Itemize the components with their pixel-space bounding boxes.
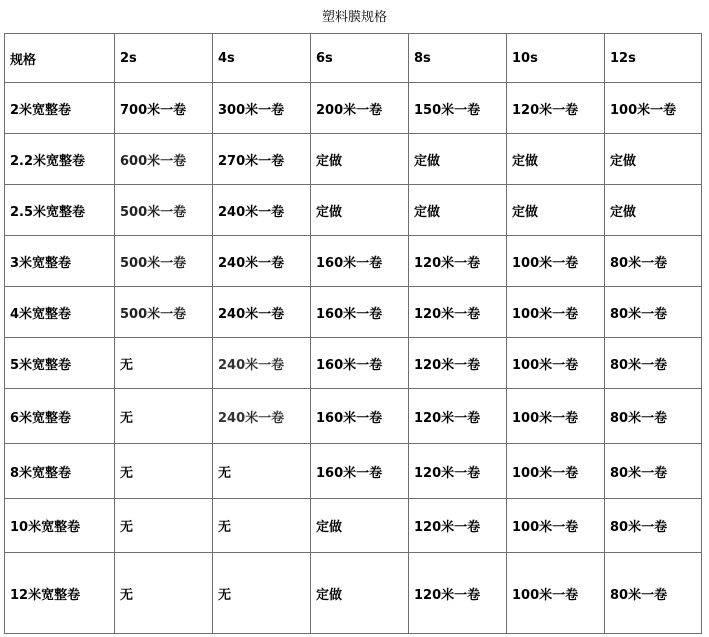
table-row xyxy=(5,83,702,134)
table-cell: 定做 xyxy=(605,185,702,236)
table-row xyxy=(5,389,702,444)
table-cell: 无 xyxy=(115,553,213,634)
table-cell: 定做 xyxy=(409,134,507,185)
table-cell: 600米一卷 xyxy=(115,134,213,185)
table-cell: 500米一卷 xyxy=(115,185,213,236)
table-cell: 80米一卷 xyxy=(605,236,702,287)
table-cell: 定做 xyxy=(605,134,702,185)
spec-table xyxy=(4,33,702,634)
row-label-cell: 2米宽整卷 xyxy=(5,83,115,134)
table-row xyxy=(5,287,702,338)
table-cell: 240米一卷 xyxy=(213,338,311,389)
table-cell: 无 xyxy=(115,444,213,499)
table-cell: 无 xyxy=(213,444,311,499)
table-cell: 200米一卷 xyxy=(311,83,409,134)
table-cell: 无 xyxy=(213,499,311,553)
table-row xyxy=(5,134,702,185)
row-label-cell: 4米宽整卷 xyxy=(5,287,115,338)
table-cell: 270米一卷 xyxy=(213,134,311,185)
table-cell: 160米一卷 xyxy=(311,389,409,444)
table-cell: 定做 xyxy=(311,553,409,634)
table-row xyxy=(5,185,702,236)
row-label-cell: 2.2米宽整卷 xyxy=(5,134,115,185)
table-cell: 120米一卷 xyxy=(409,499,507,553)
table-cell: 无 xyxy=(115,389,213,444)
table-cell: 定做 xyxy=(311,134,409,185)
table-row xyxy=(5,236,702,287)
table-cell: 100米一卷 xyxy=(507,553,605,634)
table-cell: 160米一卷 xyxy=(311,444,409,499)
table-cell: 定做 xyxy=(507,134,605,185)
header-cell-12s: 12s xyxy=(605,34,702,83)
table-cell: 无 xyxy=(115,338,213,389)
table-cell: 100米一卷 xyxy=(507,444,605,499)
row-label-cell: 5米宽整卷 xyxy=(5,338,115,389)
table-cell: 定做 xyxy=(311,185,409,236)
header-cell-2s: 2s xyxy=(115,34,213,83)
table-cell: 定做 xyxy=(311,499,409,553)
row-label-cell: 10米宽整卷 xyxy=(5,499,115,553)
table-cell: 80米一卷 xyxy=(605,444,702,499)
table-cell: 160米一卷 xyxy=(311,287,409,338)
table-cell: 100米一卷 xyxy=(605,83,702,134)
table-row xyxy=(5,499,702,553)
table-cell: 80米一卷 xyxy=(605,553,702,634)
table-cell: 100米一卷 xyxy=(507,338,605,389)
header-cell-10s: 10s xyxy=(507,34,605,83)
table-cell: 无 xyxy=(115,499,213,553)
header-row xyxy=(5,34,702,83)
table-cell: 160米一卷 xyxy=(311,338,409,389)
table-cell: 240米一卷 xyxy=(213,185,311,236)
table-cell: 150米一卷 xyxy=(409,83,507,134)
row-label-cell: 8米宽整卷 xyxy=(5,444,115,499)
table-cell: 100米一卷 xyxy=(507,287,605,338)
table-cell: 120米一卷 xyxy=(409,287,507,338)
table-title: 塑料膜规格 xyxy=(321,10,387,25)
header-cell-4s: 4s xyxy=(213,34,311,83)
table-cell: 80米一卷 xyxy=(605,338,702,389)
table-cell: 100米一卷 xyxy=(507,389,605,444)
table-cell: 80米一卷 xyxy=(605,389,702,444)
table-cell: 120米一卷 xyxy=(409,236,507,287)
table-cell: 300米一卷 xyxy=(213,83,311,134)
table-cell: 240米一卷 xyxy=(213,389,311,444)
header-cell-6s: 6s xyxy=(311,34,409,83)
table-row xyxy=(5,553,702,634)
table-cell: 160米一卷 xyxy=(311,236,409,287)
table-cell: 120米一卷 xyxy=(507,83,605,134)
table-cell: 240米一卷 xyxy=(213,236,311,287)
table-cell: 无 xyxy=(213,553,311,634)
table-cell: 120米一卷 xyxy=(409,553,507,634)
row-label-cell: 12米宽整卷 xyxy=(5,553,115,634)
table-cell: 定做 xyxy=(409,185,507,236)
row-label-cell: 6米宽整卷 xyxy=(5,389,115,444)
table-cell: 700米一卷 xyxy=(115,83,213,134)
table-cell: 80米一卷 xyxy=(605,287,702,338)
header-cell-8s: 8s xyxy=(409,34,507,83)
table-cell: 120米一卷 xyxy=(409,444,507,499)
row-label-cell: 2.5米宽整卷 xyxy=(5,185,115,236)
table-cell: 100米一卷 xyxy=(507,499,605,553)
table-row xyxy=(5,338,702,389)
table-cell: 100米一卷 xyxy=(507,236,605,287)
table-row xyxy=(5,444,702,499)
table-cell: 80米一卷 xyxy=(605,499,702,553)
table-cell: 240米一卷 xyxy=(213,287,311,338)
row-label-cell: 3米宽整卷 xyxy=(5,236,115,287)
table-cell: 500米一卷 xyxy=(115,236,213,287)
table-cell: 120米一卷 xyxy=(409,389,507,444)
table-cell: 120米一卷 xyxy=(409,338,507,389)
header-cell-spec: 规格 xyxy=(5,34,115,83)
table-cell: 定做 xyxy=(507,185,605,236)
table-cell: 500米一卷 xyxy=(115,287,213,338)
